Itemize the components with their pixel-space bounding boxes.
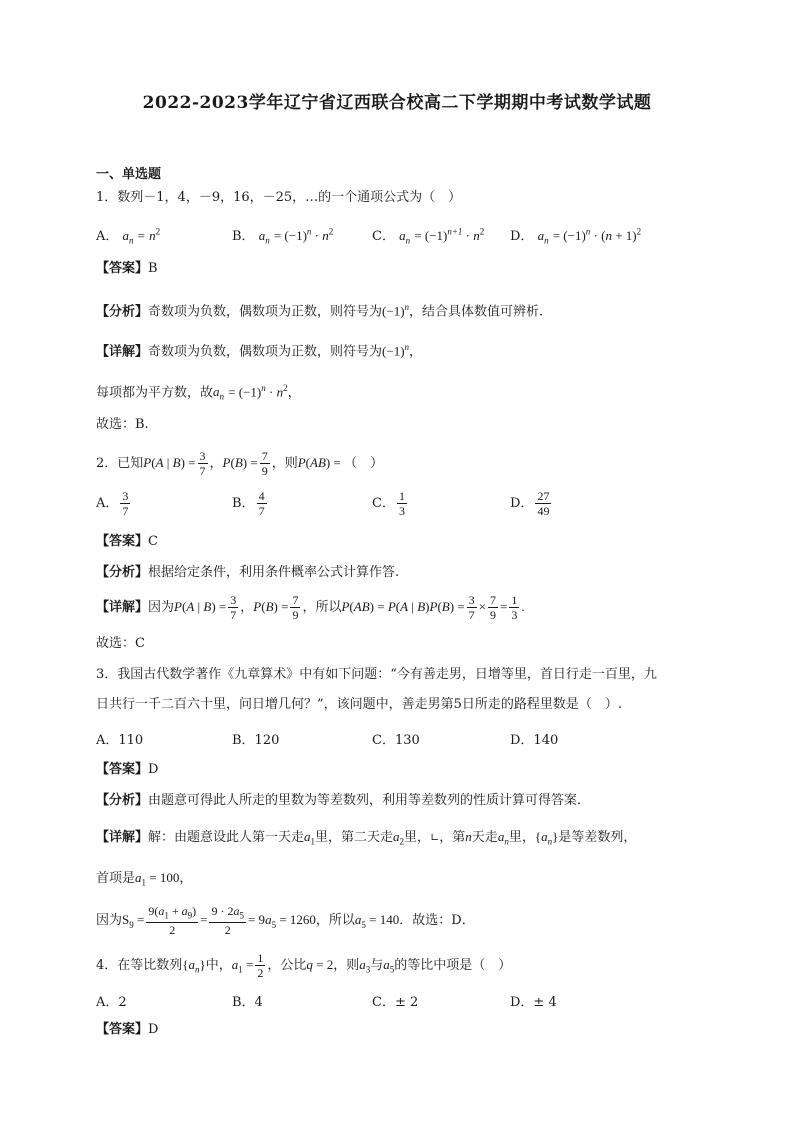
q3-option-d: D．140 xyxy=(510,733,559,748)
q1-detail: 【详解】奇数项为负数，偶数项为正数，则符号为$(-1)^n$， xyxy=(96,342,423,360)
q3-option-a: A．110 xyxy=(96,733,144,748)
q1-analysis: 【分析】奇数项为负数，偶数项为正数，则符号为$(-1)^n$，结合具体数值可辨析. xyxy=(96,302,544,320)
q1-choose: 故选：B. xyxy=(96,417,149,432)
q1-answer: 【答案】B xyxy=(96,261,158,276)
q3-option-c: C．130 xyxy=(372,733,420,748)
q3-because: 因为$S_9$ = $\frac{9(a_1 + a_9)}{2}$ = $\frac{9 \cdot 2a_5}{2}$ = $9a_5 = 1260$，所以$a_5 = 140$．故选：D． xyxy=(96,904,475,938)
q1-detail-2: 每项都为平方数，故$a_n = (-1)^n \cdot n^2$， xyxy=(96,383,301,402)
q3-stem-line-2: 日共行一千二百六十里，问日增几何？”，该问题中，善走男第5日所走的路程里数是（ ）. xyxy=(96,697,623,712)
q4-answer: 【答案】D xyxy=(96,1022,159,1037)
q3-stem-line-1: 3．我国古代数学著作《九章算术》中有如下问题：“今有善走男，日增等里，首日行走一百里，九 xyxy=(96,667,657,682)
q2-option-c: C． $\frac{1}{3}$ xyxy=(372,489,405,518)
q2-analysis: 【分析】根据给定条件，利用条件概率公式计算作答. xyxy=(96,565,400,580)
q3-answer: 【答案】D xyxy=(96,762,159,777)
page-title: 2022-2023学年辽宁省辽西联合校高二下学期期中考试数学试题 xyxy=(142,93,652,113)
q2-option-b: B． $\frac{4}{7}$ xyxy=(232,489,265,518)
q2-choose: 故选：C xyxy=(96,636,145,651)
q4-option-a: A．2 xyxy=(96,995,127,1010)
q2-detail: 【详解】因为P(A | B) = $\frac{3}{7}$ ，P(B) = $\frac{7}{9}$ ，所以P(AB) = P(A | B)P(B) = $\frac{3}{7}$ × $\frac{7}{9}$ = $\frac{1}{3}$ . xyxy=(96,593,525,622)
q1-option-a: A． $a_n = n^2$ xyxy=(96,226,161,246)
q1-stem: 1．数列－1，4，－9，16，－25，…的一个通项公式为（ ） xyxy=(96,190,462,205)
q4-stem: 4．在等比数列$\{a_n\}$中，$a_1$ = $\frac{1}{2}$ ，公比q = 2，则$a_3$与$a_5$的等比中项是（ ） xyxy=(96,951,512,980)
q3-option-b: B．120 xyxy=(232,733,280,748)
q4-option-d: D．± 4 xyxy=(510,995,557,1010)
q4-option-b: B．4 xyxy=(232,995,263,1010)
q3-analysis: 【分析】由题意可得此人所走的里数为等差数列，利用等差数列的性质计算可得答案． xyxy=(96,793,591,808)
q1-option-d: D． $a_n = (-1)^n \cdot (n + 1)^2$ xyxy=(510,226,642,246)
q2-option-a: A． $\frac{3}{7}$ xyxy=(96,489,129,518)
section-heading: 一、单选题 xyxy=(96,167,162,182)
q1-option-c: C． $a_n = (-1)^{n+1} \cdot n^2$ xyxy=(372,226,485,246)
q2-answer: 【答案】C xyxy=(96,534,158,549)
q2-stem: 2．已知P(A | B) = $\frac{3}{7}$ ，P(B) = $\frac{7}{9}$ ，则P(AB) = （ ） xyxy=(96,449,384,478)
q4-option-c: C．± 2 xyxy=(372,995,419,1010)
q2-option-d: D． $\frac{27}{49}$ xyxy=(510,489,550,518)
q3-detail: 【详解】解：由题意设此人第一天走$a_1$里，第二天走$a_2$里，∟，第n天走$a_n$里，$\{a_n\}$是等差数列， xyxy=(96,829,637,847)
q3-first-term: 首项是$a_1 = 100$， xyxy=(96,870,193,888)
q1-option-b: B． $a_n = (-1)^n \cdot n^2$ xyxy=(232,226,334,246)
